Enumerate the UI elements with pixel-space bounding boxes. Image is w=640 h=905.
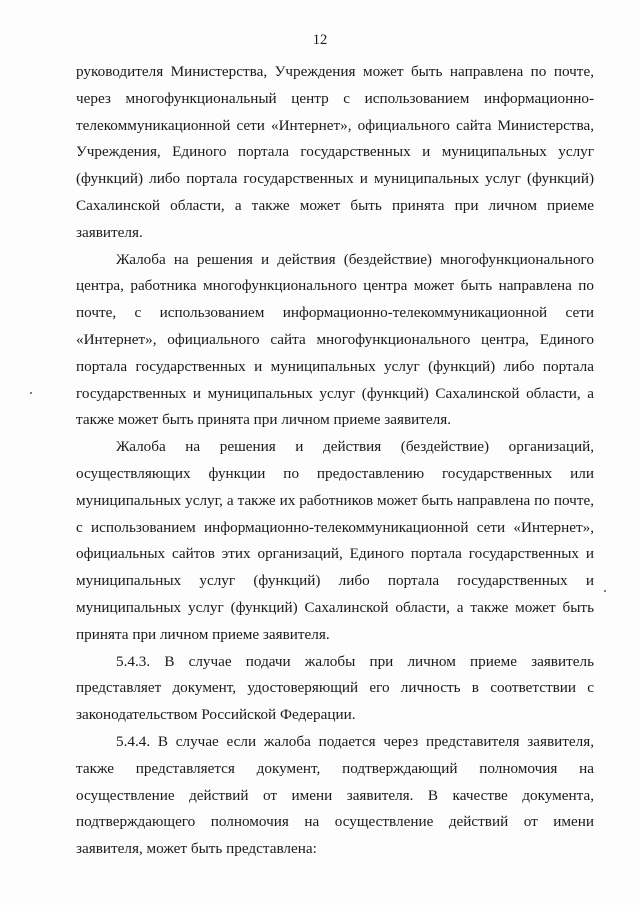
paragraph-3: Жалоба на решения и действия (бездействие) организаций, осуществляющих функции по предоставлению государственных или муниципальных услуг, а также их работников может быть направлена по почте, с использованием информационно-телекоммуникационной сети «Интернет», официальных сайтов этих организаций, Единого портала государственных и муниципальных услуг (функций) либо портала государственных и муниципальных услуг (функций) Сахалинской области, а также может быть принята при личном приеме заявителя.	[76, 438, 594, 643]
scan-speck	[30, 392, 32, 394]
document-body	[76, 59, 594, 863]
scan-speck	[604, 590, 606, 592]
paragraph-5-section-5-4-4: 5.4.4. В случае если жалоба подается через представителя заявителя, также представляется документ, подтверждающий полномочия на осуществление действий от имени заявителя. В качестве документа, подтверждающего полномочия на осуществление действий от имени заявителя, может быть представлена:	[76, 732, 594, 858]
page-number: 12	[312, 32, 328, 48]
paragraph-1: руководителя Министерства, Учреждения может быть направлена по почте, через многофункциональный центр с использованием информационно-телекоммуникационной сети «Интернет», официального сайта Министерства, Учреждения, Единого портала государственных и муниципальных услуг (функций) либо портала государственных и муниципальных услуг (функций) Сахалинской области, а также может быть принята при личном приеме заявителя.	[76, 63, 594, 241]
paragraph-4-section-5-4-3: 5.4.3. В случае подачи жалобы при личном приеме заявитель представляет документ, удостоверяющий его личность в соответствии с законодательством Российской Федерации.	[76, 652, 594, 724]
paragraph-2: Жалоба на решения и действия (бездействие) многофункционального центра, работника многофункционального центра может быть направлена по почте, с использованием информационно-телекоммуникационной сети «Интернет», официального сайта многофункционального центра, Единого портала государственных и муниципальных услуг (функций) либо портала государственных и муниципальных услуг (функций) Сахалинской области, а также может быть принята при личном приеме заявителя.	[76, 250, 594, 429]
